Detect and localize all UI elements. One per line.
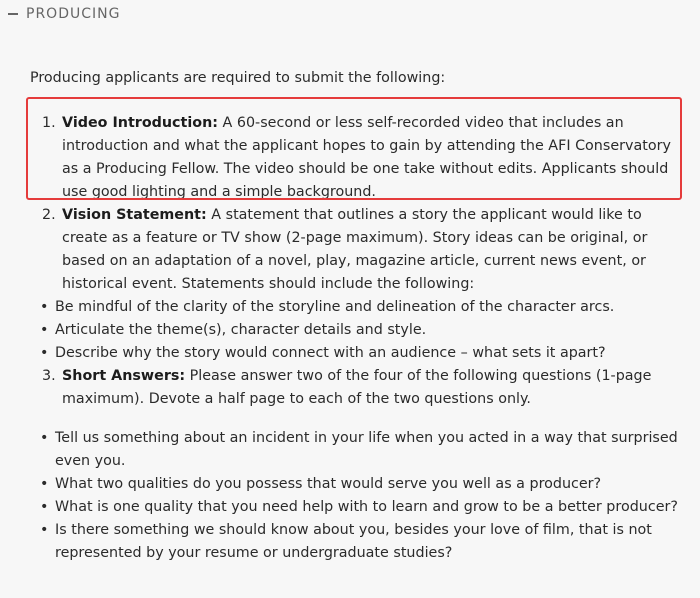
section-header-producing[interactable]: [8, 6, 120, 22]
list-item-vision-statement: [0, 204, 700, 296]
list-item: • Describe why the story would connect with an audience – what sets it apart?: [0, 342, 700, 365]
item-number: 1.: [42, 115, 56, 131]
item-number: 3.: [42, 368, 56, 384]
item-text: A statement that outlines a story the applicant would like to create as a feature or TV show (2-page maximum). Story ideas can be original, or based on an adaptation of a novel, play, magazine article, current news event, or historical event. Statements should include the following:: [62, 207, 648, 292]
item-title: Short Answers:: [62, 368, 186, 384]
intro-text: Producing applicants are required to submit the following:: [30, 70, 446, 86]
bullet-icon: •: [40, 345, 49, 361]
bullet-icon: •: [40, 299, 49, 315]
list-item: • What is one quality that you need help with to learn and grow to be a better producer?: [0, 496, 700, 519]
highlight-annotation-box: [26, 97, 682, 200]
spacer: [0, 411, 700, 427]
bullet-icon: •: [40, 476, 49, 492]
short-answers-bullets: [0, 427, 700, 565]
list-item: • Articulate the theme(s), character details and style.: [0, 319, 700, 342]
list-item: • Is there something we should know about you, besides your love of film, that is not represented by your resume or undergraduate studies?: [0, 519, 700, 565]
item-text: A 60-second or less self-recorded video that includes an introduction and what the applicant hopes to gain by attending the AFI Conservatory as a Producing Fellow. The video should be one take without edits. Applicants should use good lighting and a simple background.: [62, 115, 671, 200]
bullet-icon: •: [40, 499, 49, 515]
item-title: Vision Statement:: [62, 207, 207, 223]
bullet-icon: •: [40, 522, 49, 538]
list-item: • Tell us something about an incident in your life when you acted in a way that surprised even you.: [0, 427, 700, 473]
list-item: • What two qualities do you possess that would serve you well as a producer?: [0, 473, 700, 496]
item-text: Please answer two of the four of the following questions (1-page maximum). Devote a half page to each of the two questions only.: [62, 368, 652, 407]
vision-statement-bullets: [0, 296, 700, 365]
list-item: • Be mindful of the clarity of the storyline and delineation of the character arcs.: [0, 296, 700, 319]
item-title: Video Introduction:: [62, 115, 218, 131]
list-item-short-answers: [0, 365, 700, 411]
section-title: PRODUCING: [26, 6, 121, 22]
bullet-icon: •: [40, 322, 49, 338]
collapse-dash-icon[interactable]: [8, 13, 18, 15]
item-number: 2.: [42, 207, 56, 223]
bullet-icon: •: [40, 430, 49, 446]
